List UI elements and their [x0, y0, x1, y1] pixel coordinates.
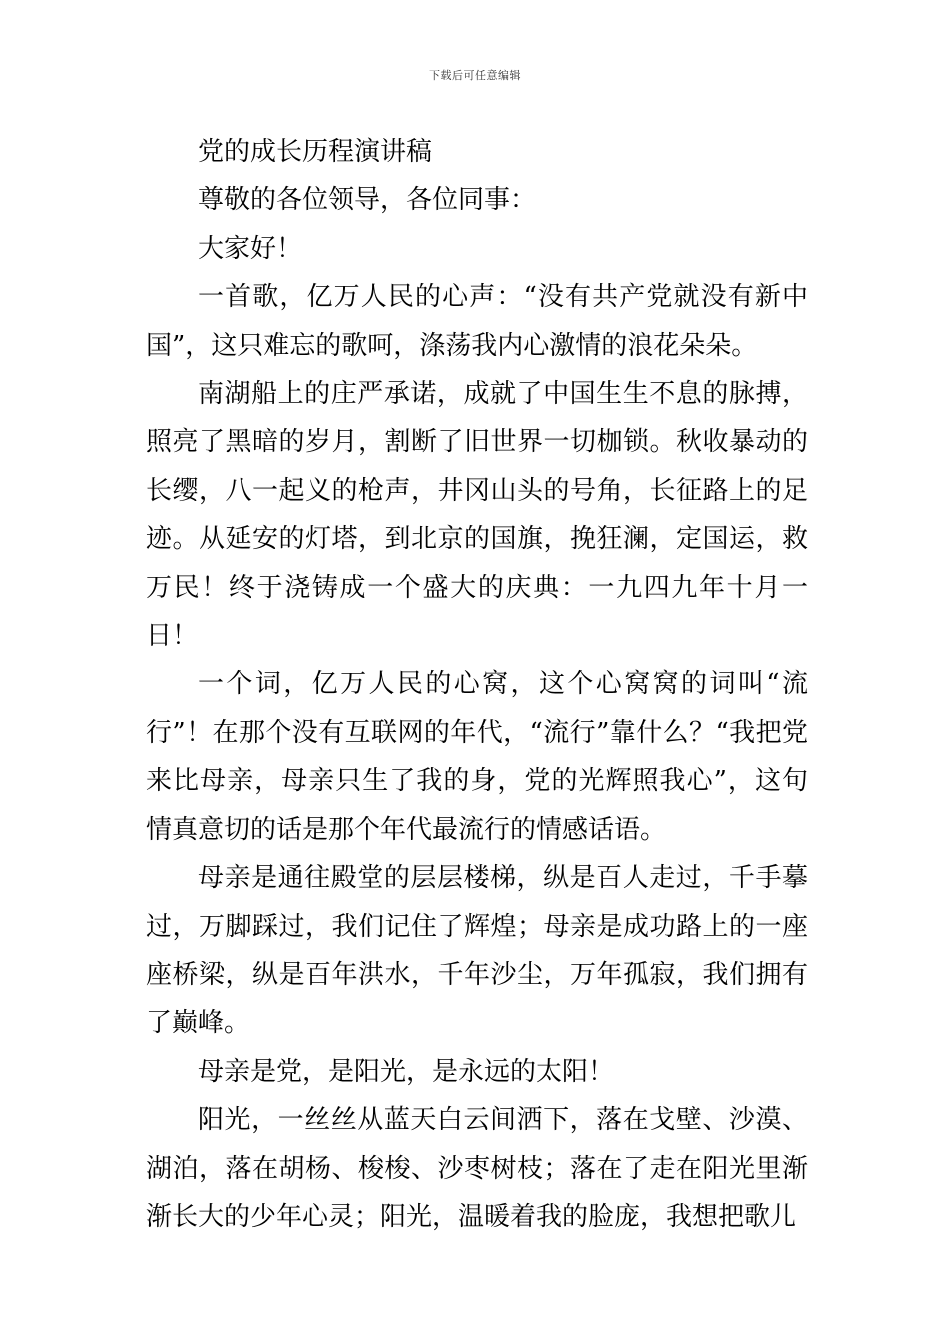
paragraph: 母亲是党，是阳光，是永远的太阳！: [198, 1056, 615, 1087]
document-body: [146, 128, 808, 1241]
document-title: 党的成长历程演讲稿: [198, 137, 433, 167]
paragraph-salutation: 尊敬的各位领导，各位同事：: [198, 185, 537, 216]
paragraph: 南湖船上的庄严承诺，成就了中国生生不息的脉搏，照亮了黑暗的岁月，割断了旧世界一切枷锁。秋收暴动的长缨，八一起义的枪声，井冈山头的号角，长征路上的足迹。从延安的灯塔，到北京的国旗，挽狂澜，定国运，救万民！终于浇铸成一个盛大的庆典：一九四九年十月一日！: [146, 379, 808, 652]
paragraph: 一个词，亿万人民的心窝，这个心窝窝的词叫“流行”！在那个没有互联网的年代，“流行”靠什么？“我把党来比母亲，母亲只生了我的身，党的光辉照我心”，这句情真意切的话是那个年代最流行的情感话语。: [146, 669, 808, 845]
paragraph: 阳光，一丝丝从蓝天白云间洒下，落在戈壁、沙漠、湖泊，落在胡杨、梭梭、沙枣树枝；落在了走在阳光里渐渐长大的少年心灵；阳光，温暖着我的脸庞，我想把歌儿: [146, 1105, 808, 1232]
header-note: 下载后可任意编辑: [429, 69, 521, 82]
paragraph: 一首歌，亿万人民的心声：“没有共产党就没有新中国”，这只难忘的歌呵，涤荡我内心激情的浪花朵朵。: [146, 282, 808, 361]
paragraph: 母亲是通往殿堂的层层楼梯，纵是百人走过，千手摹过，万脚踩过，我们记住了辉煌；母亲是成功路上的一座座桥梁，纵是百年洪水，千年沙尘，万年孤寂，我们拥有了巅峰。: [146, 863, 808, 1039]
paragraph-greeting: 大家好！: [198, 233, 303, 264]
